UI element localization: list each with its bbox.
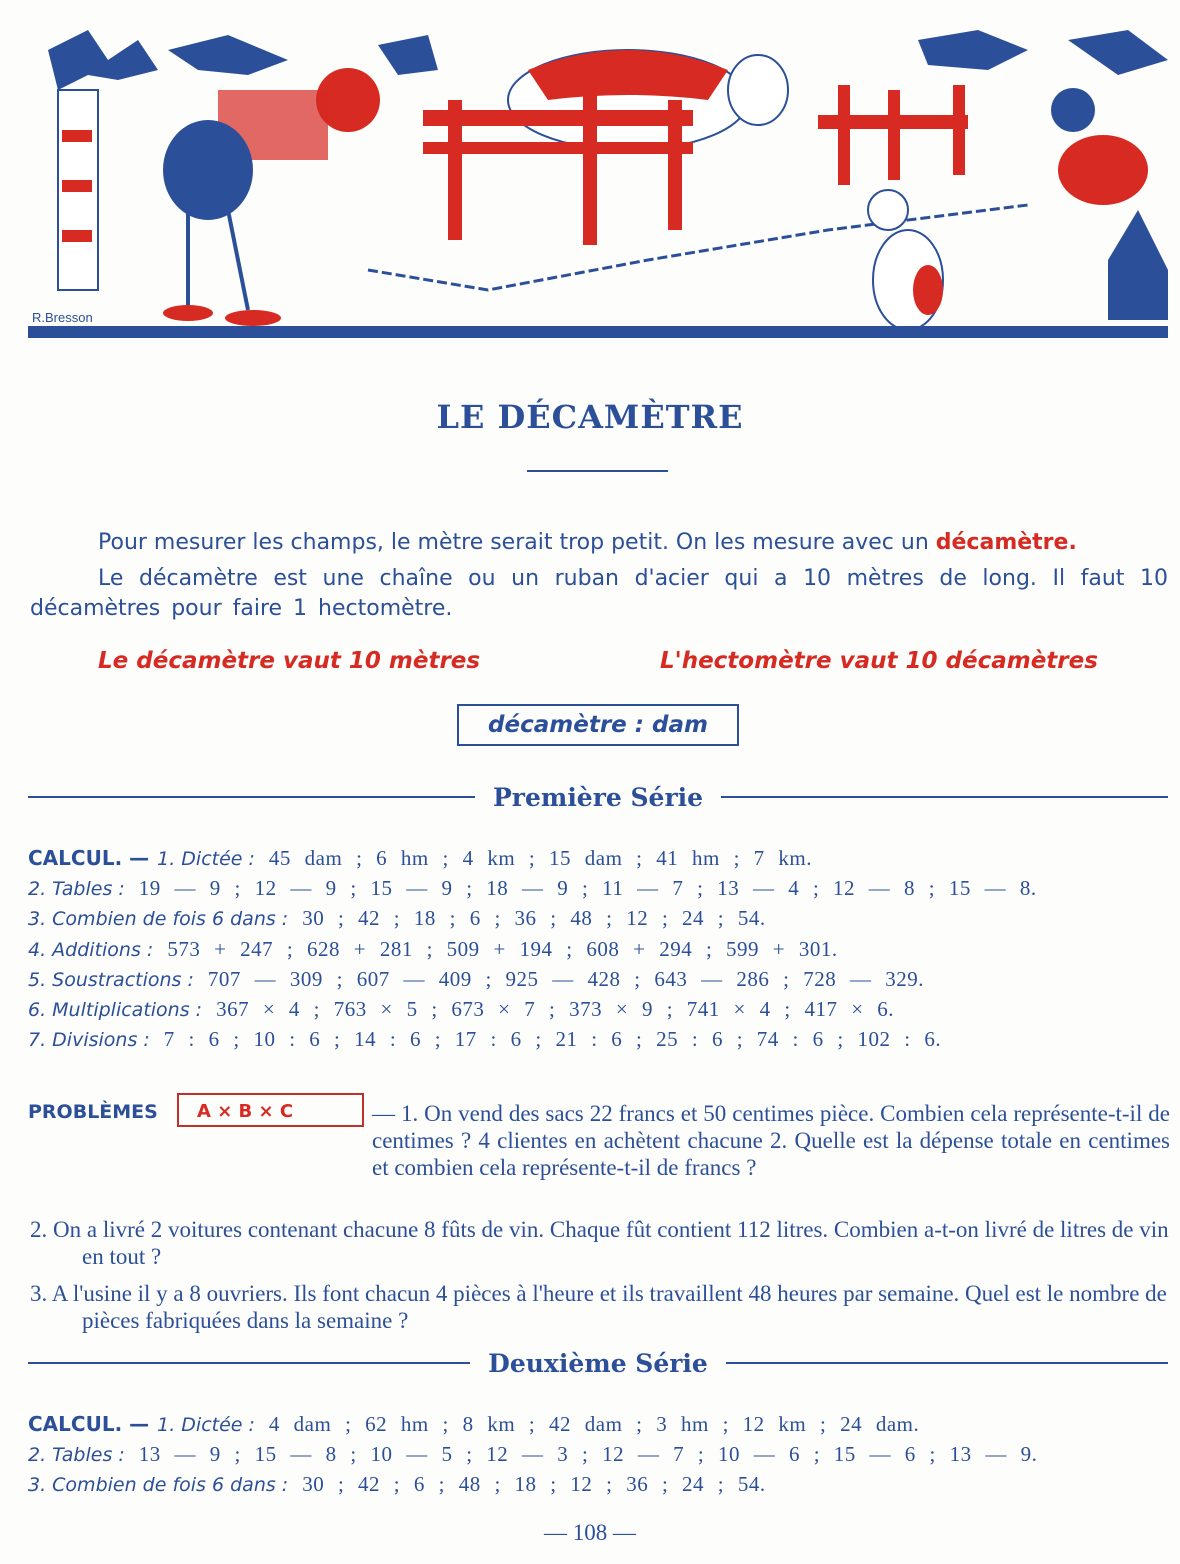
intro-paragraph-2: Le décamètre est une chaîne ou un ruban d'acier qui a 10 mètres de long. Il faut 10 décamètres pour faire 1 hectomètre. bbox=[30, 566, 1168, 621]
ground-line bbox=[28, 326, 1168, 338]
exercise-values: 30 ; 42 ; 6 ; 48 ; 18 ; 12 ; 36 ; 24 ; 54. bbox=[302, 1472, 766, 1497]
page-title: LE DÉCAMÈTRE bbox=[436, 398, 744, 436]
problem-3: 3. A l'usine il y a 8 ouvriers. Ils font chacun 4 pièces à l'heure et ils travaillent 48 heures par semaine. Quel est le nombre de pièces fabriquées dans la semaine ? bbox=[30, 1281, 1167, 1333]
calcul-line bbox=[28, 997, 1178, 1027]
exercise-values: 45 dam ; 6 hm ; 4 km ; 15 dam ; 41 hm ; 7 km. bbox=[268, 846, 812, 870]
birch-trunk-left bbox=[58, 90, 98, 290]
exercise-label: 3. Combien de fois 6 dans : bbox=[28, 908, 289, 931]
difficulty-badge: A × B × C bbox=[177, 1093, 364, 1127]
divider bbox=[28, 1362, 470, 1364]
illustrator-signature: R.Bresson bbox=[32, 310, 93, 325]
series-1-calcul bbox=[28, 846, 1178, 1057]
series-title: Première Série bbox=[492, 782, 704, 812]
series-title: Deuxième Série bbox=[488, 1348, 708, 1378]
problem-1 bbox=[372, 1100, 1170, 1181]
calcul-line bbox=[28, 1442, 1178, 1472]
calcul-line bbox=[28, 876, 1178, 906]
exercise-values: 7 : 6 ; 10 : 6 ; 14 : 6 ; 17 : 6 ; 21 : 6 ; 25 : 6 ; 74 : 6 ; 102 : 6. bbox=[163, 1027, 942, 1052]
divider bbox=[28, 796, 475, 798]
exercise-label: 4. Additions : bbox=[28, 938, 154, 961]
exercise-label: 2. Tables : bbox=[28, 878, 125, 901]
problem-2: 2. On a livré 2 voitures contenant chacune 8 fûts de vin. Chaque fût contient 112 litres. Combien a-t-on livré de litres de vin en tout ? bbox=[30, 1217, 1169, 1269]
header-illustration bbox=[28, 30, 1168, 342]
calcul-line bbox=[28, 1412, 1178, 1442]
exercise-values: 707 — 309 ; 607 — 409 ; 925 — 428 ; 643 — 286 ; 728 — 329. bbox=[207, 966, 924, 991]
keyword-decametre: décamètre. bbox=[935, 530, 1077, 555]
series-2-header bbox=[28, 1348, 1168, 1378]
cow-figure bbox=[508, 50, 788, 150]
calcul-line bbox=[28, 967, 1178, 997]
exercise-label: 3. Combien de fois 6 dans : bbox=[28, 1474, 289, 1497]
series-2-calcul bbox=[28, 1412, 1178, 1503]
exercise-label: 2. Tables : bbox=[28, 1444, 125, 1467]
exercise-label: 1. Dictée : bbox=[157, 1414, 255, 1436]
rule-decametre: Le décamètre vaut 10 mètres bbox=[98, 648, 481, 674]
exercise-values: 4 dam ; 62 hm ; 8 km ; 42 dam ; 3 hm ; 12 km ; 24 dam. bbox=[268, 1412, 920, 1436]
exercise-label: 1. Dictée : bbox=[157, 848, 255, 870]
calcul-line bbox=[28, 1027, 1178, 1057]
exercise-label: 7. Divisions : bbox=[28, 1029, 150, 1052]
divider bbox=[726, 1362, 1168, 1364]
girl-figure bbox=[1051, 88, 1148, 205]
rule-hectometre: L'hectomètre vaut 10 décamètres bbox=[660, 648, 1098, 674]
title-underline bbox=[527, 470, 668, 472]
calcul-line bbox=[28, 937, 1178, 967]
exercise-label: 5. Soustractions : bbox=[28, 968, 194, 991]
exercise-values: 30 ; 42 ; 18 ; 6 ; 36 ; 48 ; 12 ; 24 ; 54. bbox=[302, 906, 766, 931]
page-number: — 108 — bbox=[544, 1520, 636, 1545]
intro-text: Pour mesurer les champs, le mètre serait trop petit. On les mesure avec un bbox=[98, 530, 936, 555]
calcul-line bbox=[28, 1472, 1178, 1502]
exercise-label: 6. Multiplications : bbox=[28, 998, 203, 1021]
problems-label: PROBLÈMES bbox=[28, 1101, 158, 1123]
palm-trees-left bbox=[48, 30, 438, 90]
calcul-line bbox=[28, 906, 1178, 936]
calcul-label: CALCUL. — bbox=[28, 1412, 150, 1436]
exercise-values: 367 × 4 ; 763 × 5 ; 673 × 7 ; 373 × 9 ; 741 × 4 ; 417 × 6. bbox=[216, 996, 895, 1021]
exercise-values: 573 + 247 ; 628 + 281 ; 509 + 194 ; 608 + 294 ; 599 + 301. bbox=[167, 936, 838, 961]
boy-figure bbox=[163, 68, 380, 326]
dog-figure bbox=[868, 190, 943, 330]
calcul-line bbox=[28, 846, 1178, 876]
intro-paragraph-1 bbox=[30, 528, 1168, 558]
exercise-values: 19 — 9 ; 12 — 9 ; 15 — 9 ; 18 — 9 ; 11 — 7 ; 13 — 4 ; 12 — 8 ; 15 — 8. bbox=[138, 876, 1037, 901]
problem-text: — 1. On vend des sacs 22 francs et 50 centimes pièce. Combien cela représente-t-il de centimes ? 4 clientes en achètent chacune 2. Quelle est la dépense totale en centimes et combien cela représente-t-il de francs ? bbox=[372, 1101, 1170, 1180]
calcul-label: CALCUL. — bbox=[28, 846, 150, 870]
exercise-values: 13 — 9 ; 15 — 8 ; 10 — 5 ; 12 — 3 ; 12 — 7 ; 10 — 6 ; 15 — 6 ; 13 — 9. bbox=[138, 1442, 1038, 1467]
abbreviation-box: décamètre : dam bbox=[457, 704, 739, 746]
divider bbox=[721, 796, 1168, 798]
series-1-header bbox=[28, 782, 1168, 812]
